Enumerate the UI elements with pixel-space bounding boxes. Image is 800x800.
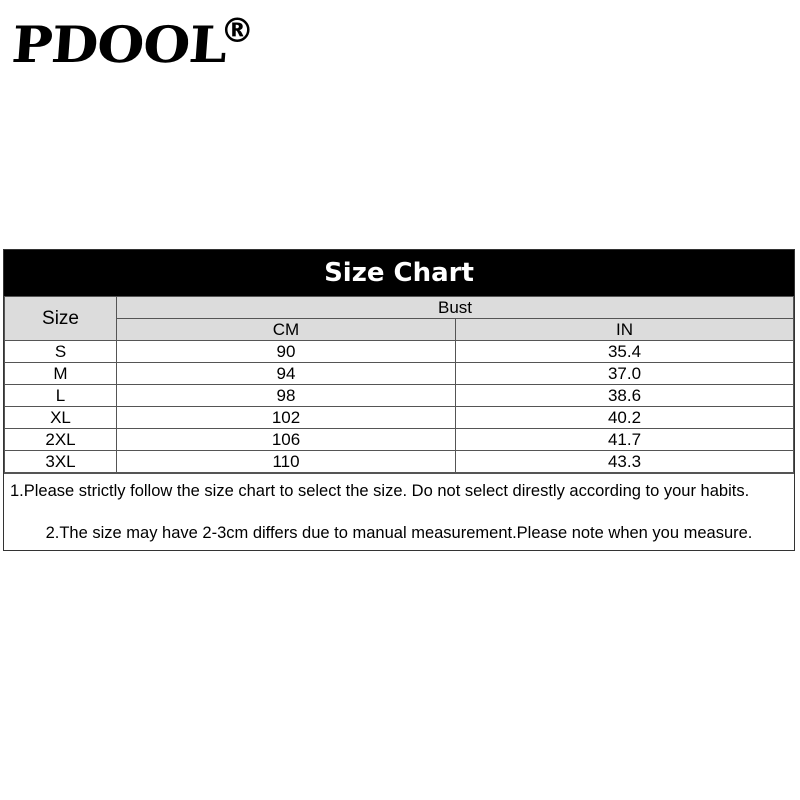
in-cell: 37.0 (456, 363, 794, 385)
size-cell: S (5, 341, 117, 363)
size-chart (3, 249, 795, 551)
table-row (5, 363, 794, 385)
size-cell: L (5, 385, 117, 407)
table-row (5, 407, 794, 429)
size-cell: 3XL (5, 451, 117, 473)
in-cell: 41.7 (456, 429, 794, 451)
table-row (5, 385, 794, 407)
in-column-header: IN (456, 319, 794, 341)
note-2: 2.The size may have 2-3cm differs due to manual measurement.Please note when you measure. (45, 524, 753, 542)
size-chart-title: Size Chart (4, 250, 794, 296)
cm-cell: 90 (117, 341, 456, 363)
cm-cell: 98 (117, 385, 456, 407)
in-cell: 38.6 (456, 385, 794, 407)
table-row (5, 341, 794, 363)
table-row (5, 429, 794, 451)
cm-column-header: CM (117, 319, 456, 341)
brand-logo-text: PDOOL (9, 15, 229, 74)
in-cell: 40.2 (456, 407, 794, 429)
cm-cell: 110 (117, 451, 456, 473)
cm-cell: 94 (117, 363, 456, 385)
size-cell: M (5, 363, 117, 385)
table-row (5, 451, 794, 473)
bust-group-header: Bust (117, 297, 794, 319)
in-cell: 43.3 (456, 451, 794, 473)
brand-logo (9, 11, 255, 84)
size-cell: 2XL (5, 429, 117, 451)
registered-mark: ® (220, 11, 255, 51)
size-notes (4, 473, 794, 550)
cm-cell: 106 (117, 429, 456, 451)
size-cell: XL (5, 407, 117, 429)
size-table (4, 296, 794, 473)
in-cell: 35.4 (456, 341, 794, 363)
note-1: 1.Please strictly follow the size chart to select the size. Do not select direstly according to your habits. (10, 482, 750, 500)
cm-cell: 102 (117, 407, 456, 429)
size-column-header: Size (5, 297, 117, 341)
